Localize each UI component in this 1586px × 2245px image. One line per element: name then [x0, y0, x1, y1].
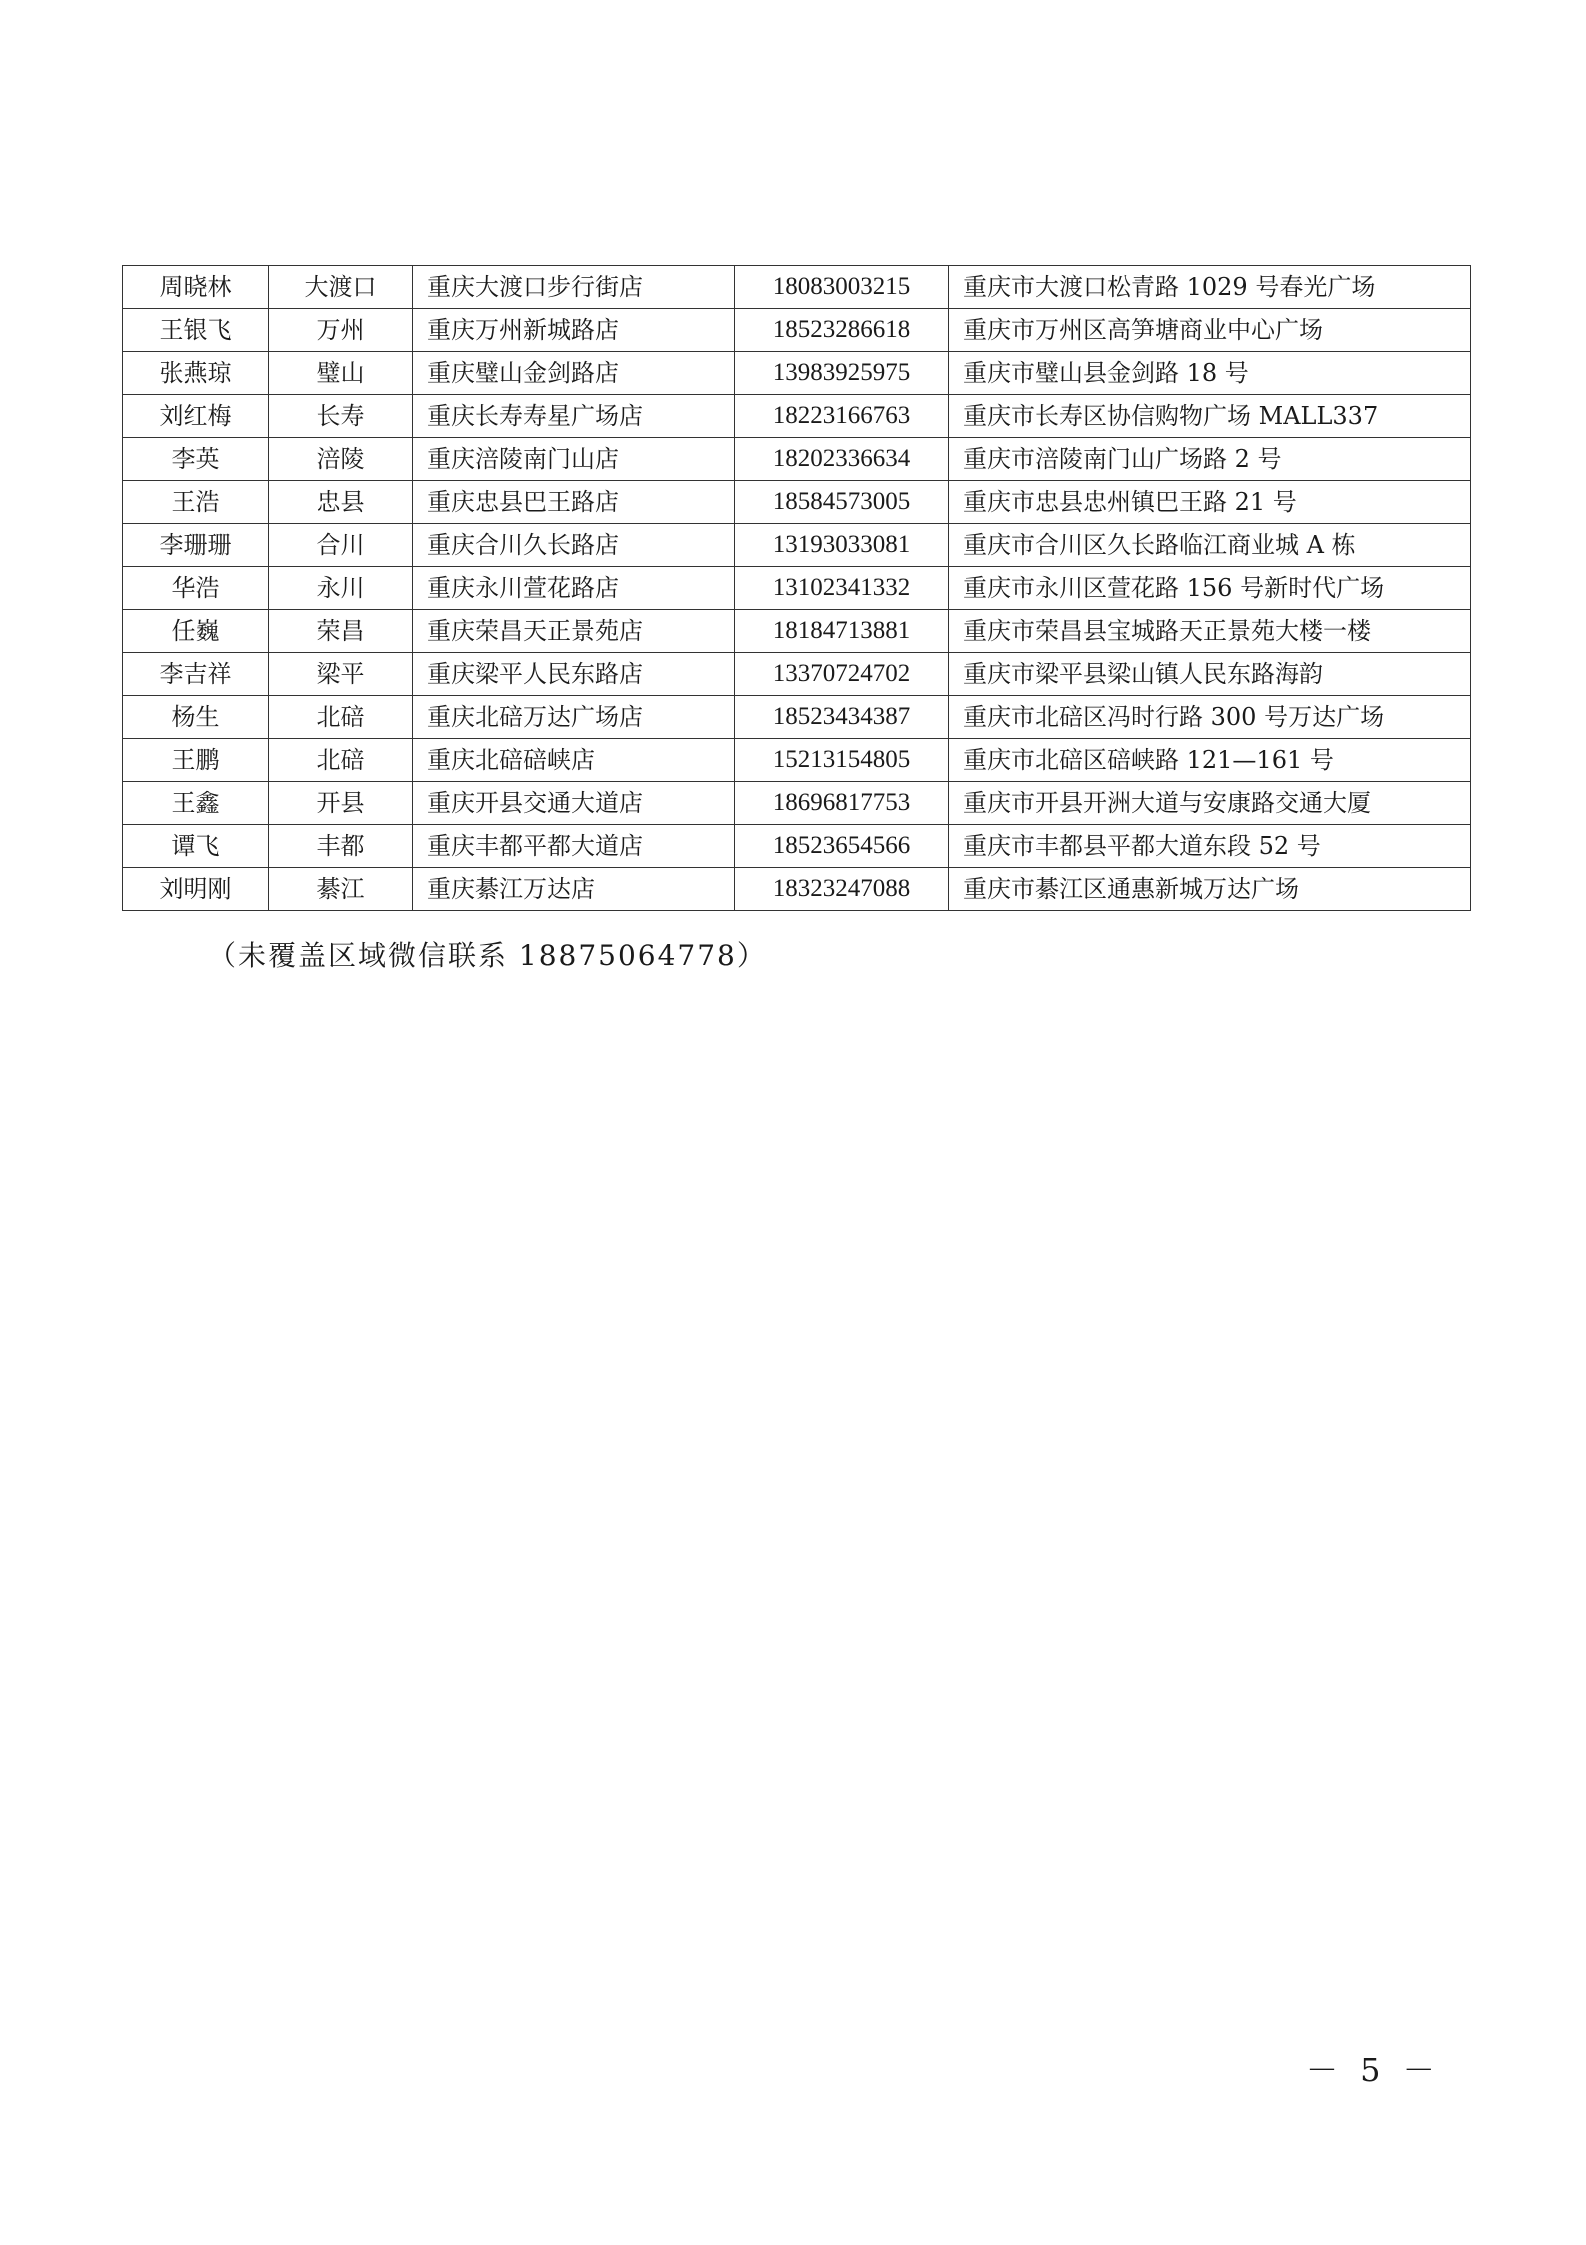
phone-cell: 18696817753: [735, 782, 949, 825]
contact-name-cell: 杨生: [123, 696, 269, 739]
contact-name-cell: 华浩: [123, 567, 269, 610]
table-row: [123, 395, 1471, 438]
contact-name-cell: 李吉祥: [123, 653, 269, 696]
region-cell: 北碚: [269, 739, 413, 782]
table-row: [123, 352, 1471, 395]
address-cell: 重庆市永川区萱花路 156 号新时代广场: [949, 567, 1471, 610]
contact-name-cell: 刘红梅: [123, 395, 269, 438]
region-cell: 荣昌: [269, 610, 413, 653]
region-cell: 忠县: [269, 481, 413, 524]
region-cell: 大渡口: [269, 266, 413, 309]
store-contact-table: [122, 265, 1471, 911]
store-name-cell: 重庆忠县巴王路店: [413, 481, 735, 524]
table-row: [123, 524, 1471, 567]
address-cell: 重庆市长寿区协信购物广场 MALL337: [949, 395, 1471, 438]
phone-cell: 13102341332: [735, 567, 949, 610]
store-name-cell: 重庆璧山金剑路店: [413, 352, 735, 395]
phone-cell: 13193033081: [735, 524, 949, 567]
region-cell: 北碚: [269, 696, 413, 739]
phone-cell: 18323247088: [735, 868, 949, 911]
footnote: （未覆盖区域微信联系 18875064778）: [208, 939, 767, 972]
table-row: [123, 438, 1471, 481]
address-cell: 重庆市大渡口松青路 1029 号春光广场: [949, 266, 1471, 309]
region-cell: 綦江: [269, 868, 413, 911]
store-name-cell: 重庆开县交通大道店: [413, 782, 735, 825]
address-cell: 重庆市荣昌县宝城路天正景苑大楼一楼: [949, 610, 1471, 653]
region-cell: 丰都: [269, 825, 413, 868]
contact-name-cell: 张燕琼: [123, 352, 269, 395]
store-name-cell: 重庆綦江万达店: [413, 868, 735, 911]
region-cell: 万州: [269, 309, 413, 352]
address-cell: 重庆市涪陵南门山广场路 2 号: [949, 438, 1471, 481]
table-row: [123, 782, 1471, 825]
contact-name-cell: 王鹏: [123, 739, 269, 782]
contact-name-cell: 李珊珊: [123, 524, 269, 567]
address-cell: 重庆市北碚区碚峡路 121—161 号: [949, 739, 1471, 782]
contact-name-cell: 任巍: [123, 610, 269, 653]
address-cell: 重庆市綦江区通惠新城万达广场: [949, 868, 1471, 911]
table-row: [123, 567, 1471, 610]
contact-name-cell: 王银飞: [123, 309, 269, 352]
phone-cell: 15213154805: [735, 739, 949, 782]
address-cell: 重庆市开县开洲大道与安康路交通大厦: [949, 782, 1471, 825]
store-name-cell: 重庆丰都平都大道店: [413, 825, 735, 868]
address-cell: 重庆市梁平县梁山镇人民东路海韵: [949, 653, 1471, 696]
region-cell: 永川: [269, 567, 413, 610]
table-row: [123, 696, 1471, 739]
contact-name-cell: 刘明刚: [123, 868, 269, 911]
contact-name-cell: 谭飞: [123, 825, 269, 868]
address-cell: 重庆市丰都县平都大道东段 52 号: [949, 825, 1471, 868]
address-cell: 重庆市北碚区冯时行路 300 号万达广场: [949, 696, 1471, 739]
address-cell: 重庆市万州区高笋塘商业中心广场: [949, 309, 1471, 352]
contact-name-cell: 王鑫: [123, 782, 269, 825]
region-cell: 开县: [269, 782, 413, 825]
phone-cell: 18223166763: [735, 395, 949, 438]
table-row: [123, 868, 1471, 911]
store-name-cell: 重庆万州新城路店: [413, 309, 735, 352]
table-row: [123, 653, 1471, 696]
address-cell: 重庆市璧山县金剑路 18 号: [949, 352, 1471, 395]
phone-cell: 13983925975: [735, 352, 949, 395]
table-row: [123, 266, 1471, 309]
address-cell: 重庆市合川区久长路临江商业城 A 栋: [949, 524, 1471, 567]
region-cell: 合川: [269, 524, 413, 567]
table-row: [123, 739, 1471, 782]
table-row: [123, 610, 1471, 653]
store-name-cell: 重庆北碚万达广场店: [413, 696, 735, 739]
contact-name-cell: 李英: [123, 438, 269, 481]
store-name-cell: 重庆合川久长路店: [413, 524, 735, 567]
store-name-cell: 重庆永川萱花路店: [413, 567, 735, 610]
table-body: [123, 266, 1471, 911]
store-name-cell: 重庆大渡口步行街店: [413, 266, 735, 309]
store-name-cell: 重庆荣昌天正景苑店: [413, 610, 735, 653]
store-name-cell: 重庆北碚碚峡店: [413, 739, 735, 782]
address-cell: 重庆市忠县忠州镇巴王路 21 号: [949, 481, 1471, 524]
region-cell: 长寿: [269, 395, 413, 438]
phone-cell: 18202336634: [735, 438, 949, 481]
table-row: [123, 481, 1471, 524]
store-name-cell: 重庆长寿寿星广场店: [413, 395, 735, 438]
region-cell: 涪陵: [269, 438, 413, 481]
phone-cell: 18584573005: [735, 481, 949, 524]
page-number: － 5 －: [1306, 2051, 1441, 2089]
table-row: [123, 825, 1471, 868]
store-name-cell: 重庆梁平人民东路店: [413, 653, 735, 696]
phone-cell: 18523286618: [735, 309, 949, 352]
phone-cell: 18083003215: [735, 266, 949, 309]
phone-cell: 18184713881: [735, 610, 949, 653]
phone-cell: 13370724702: [735, 653, 949, 696]
store-name-cell: 重庆涪陵南门山店: [413, 438, 735, 481]
phone-cell: 18523434387: [735, 696, 949, 739]
region-cell: 璧山: [269, 352, 413, 395]
table-row: [123, 309, 1471, 352]
contact-name-cell: 周晓林: [123, 266, 269, 309]
contact-name-cell: 王浩: [123, 481, 269, 524]
region-cell: 梁平: [269, 653, 413, 696]
phone-cell: 18523654566: [735, 825, 949, 868]
